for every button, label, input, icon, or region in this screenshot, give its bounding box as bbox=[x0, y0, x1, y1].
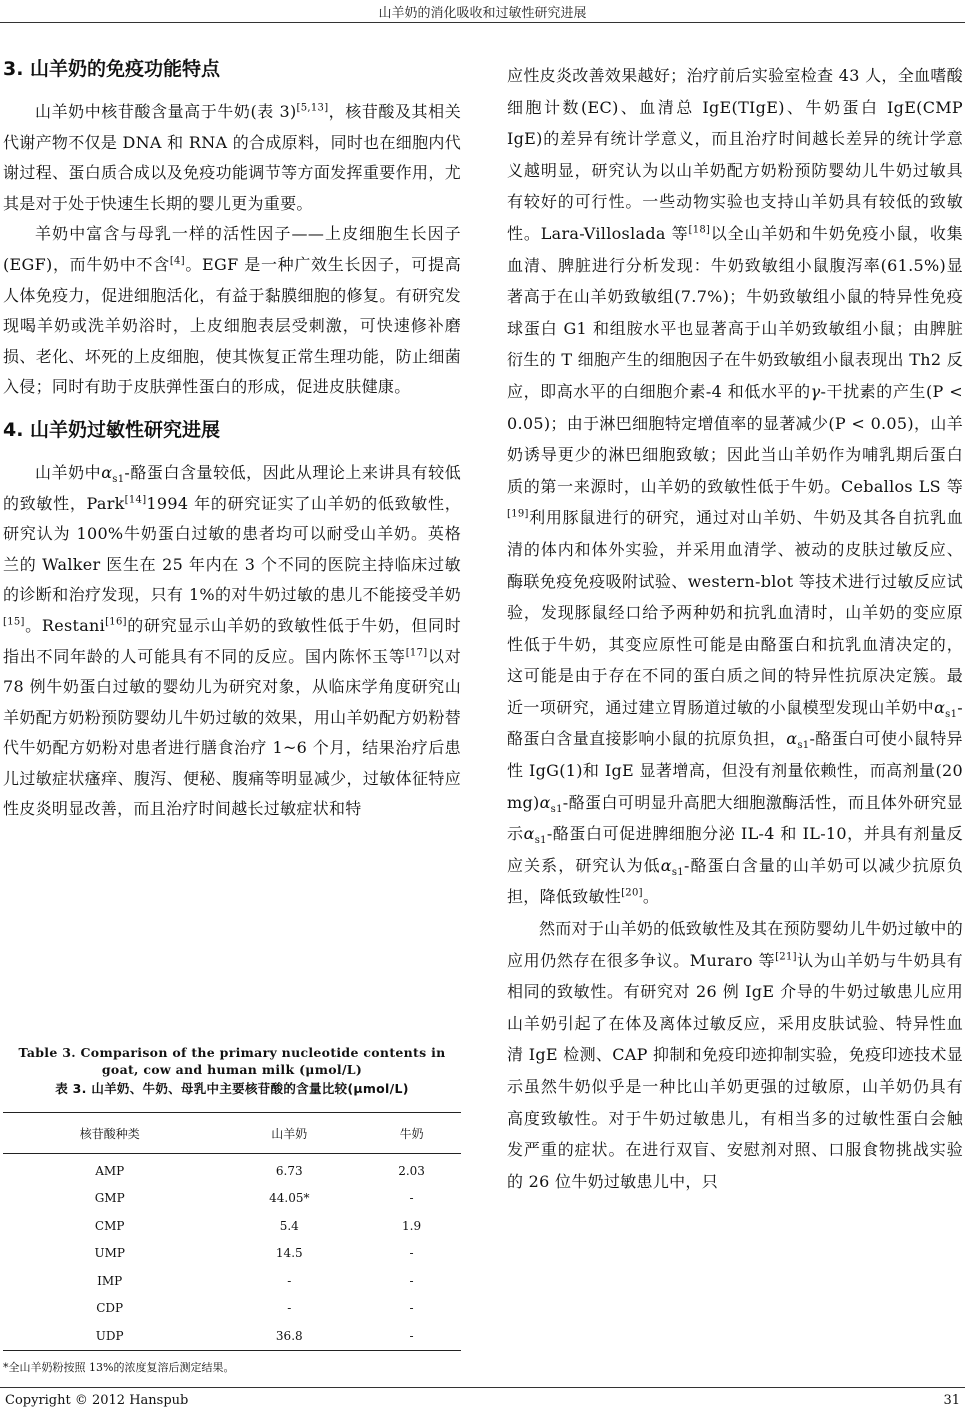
spacer bbox=[3, 403, 461, 417]
column-header: 牛奶 bbox=[399, 1126, 424, 1141]
section-3-title: 3. 山羊奶的免疫功能特点 bbox=[3, 58, 221, 80]
footer-rule bbox=[0, 1387, 965, 1388]
table-caption-zh: 表 3. 山羊奶、牛奶、母乳中主要核苷酸的含量比较(μmol/L) bbox=[55, 1081, 409, 1096]
running-head: 山羊奶的消化吸收和过敏性研究进展 bbox=[378, 6, 587, 21]
section-4-paragraph-1: 山羊奶中$\alpha_{s1}-$酪蛋白含量较低，因此从理论上来讲具有较低的致敏性，Park[14]1994 年的研究证实了山羊奶的低致敏性，研究认为 100%牛奶蛋白过敏的患者均可以耐受山羊奶。英格兰的 Walker 医生在 25 年内在 3 个不同的医院主持临床过敏的诊断和治疗发现，只有 1%的对牛奶过敏的患儿不能接受羊奶[15]。Restani[16]的研究显示山羊奶的致敏性低于牛奶，但同时指出不同年龄的人可能具有不同的反应。国内陈怀玉等[17]以对 78 例牛奶蛋白过敏的婴幼儿为研究对象，从临床学角度研究山羊奶配方奶粉预防婴幼儿牛奶过敏的效果，用山羊奶配方奶粉替代牛奶配方奶粉对患者进行膳食治疗 1~6 个月，结果治疗后患儿过敏症状瘙痒、腹泻、便秘、腹痛等明显减少，过敏体征特应性皮炎明显改善，而且治疗时间越长过敏症状和特 bbox=[3, 462, 461, 819]
right-column bbox=[507, 60, 963, 1197]
right-paragraph-2: 然而对于山羊奶的低致敏性及其在预防婴幼儿牛奶过敏中的应用仍然存在很多争议。Muraro 等[21]认为山羊奶与牛奶具有相同的致敏性。有研究对 26 例 IgE 介导的牛奶过敏患儿应用山羊奶引起了在体及离体过敏反应，采用皮肤试验、特异性血清 IgE 检测、CAP 抑制和免疫印迹抑制实验，免疫印迹技术显示虽然牛奶似乎是一种比山羊奶更强的过敏原，山羊奶仍具有高度致敏性。对于牛奶过敏患儿，有相当多的过敏性蛋白会触发严重的症状。在进行双盲、安慰剂对照、口服食物挑战实验的 26 位牛奶过敏患儿中，只 bbox=[507, 919, 963, 1191]
table-3-block bbox=[3, 1044, 461, 1375]
table-row: UMP 14.5 - bbox=[94, 1246, 414, 1261]
column-header: 核苷酸种类 bbox=[79, 1126, 140, 1141]
citation: [20] bbox=[621, 888, 643, 900]
table-header-row bbox=[3, 1113, 461, 1154]
citation: [17] bbox=[405, 647, 428, 659]
left-column bbox=[3, 56, 461, 825]
table-row: IMP - - bbox=[97, 1273, 414, 1288]
copyright: Copyright © 2012 Hanspub bbox=[5, 1393, 189, 1408]
table-row: CMP 5.4 1.9 bbox=[94, 1218, 422, 1233]
citation: [14] bbox=[124, 494, 147, 506]
citation: [19] bbox=[507, 508, 529, 520]
page-number: 31 bbox=[943, 1393, 960, 1408]
table-caption-en: Table 3. Comparison of the primary nucleotide contents in goat, cow and human milk (μmol/L) bbox=[18, 1045, 446, 1077]
table-row: UDP 36.8 - bbox=[3, 1322, 461, 1350]
table-row: CDP - - bbox=[96, 1301, 414, 1316]
table-row: AMP 6.73 2.03 bbox=[95, 1163, 425, 1178]
right-paragraph-1: 应性皮炎改善效果越好；治疗前后实验室检查 43 人，全血嗜酸细胞计数(EC)、血清总 IgE(TIgE)、牛奶蛋白 IgE(CMP IgE)的差异有统计学意义，而且治疗时间越长差异的统计学意义越明显，研究认为以山羊奶配方奶粉预防婴幼儿牛奶过敏具有较好的可行性。一些动物实验也支持山羊奶具有较低的致敏性。Lara-Villoslada 等[18]以全山羊奶和牛奶免疫小鼠，收集血清、脾脏进行分析发现：牛奶致敏组小鼠腹泻率(61.5%)显著高于在山羊奶致敏组(7.7%)；牛奶致敏组小鼠的特异性免疫球蛋白 G1 和组胺水平也显著高于山羊奶致敏组小鼠；由脾脏衍生的 T 细胞产生的细胞因子在牛奶致敏组小鼠表现出 Th2 反应，即高水平的白细胞介素-4 和低水平的γ-干扰素的产生(P < 0.05)；由于淋巴细胞特定增值率的显著减少(P < 0.05)，山羊奶诱导更少的淋巴细胞致敏；因此当山羊奶作为哺乳期后蛋白质的第一来源时，山羊奶的致敏性低于牛奶。Ceballos LS 等[19]利用豚鼠进行的研究，通过对山羊奶、牛奶及其各自抗乳血清的体内和体外实验，并采用血清学、被动的皮肤过敏反应、酶联免疫免疫吸附试验、western-blot 等技术进行过敏反应试验，发现豚鼠经口给予两种奶和抗乳血清时，山羊奶的变应原性低于牛奶，其变应原性可能是由酪蛋白和抗乳血清决定的，这可能是由于存在不同的蛋白质之间的特异性抗原决定簇。最近一项研究，通过建立胃肠道过敏的小鼠模型发现山羊奶中$\alpha_{s1}-$酪蛋白含量直接影响小鼠的抗原负担，$\alpha_{s1}-$酪蛋白可使小鼠特异性 IgG(1)和 IgE 显著增高，但没有剂量依赖性，而高剂量(20 $mg)\alpha_{s1}-$酪蛋白可明显升高肥大细胞激酶活性，而且体外研究显示$\alpha_{s1}-$酪蛋白可促进脾细胞分泌 IL-4 和 IL-10，并具有剂量反应关系，研究认为低$\alpha_{s1}-$酪蛋白含量的山羊奶可以减少抗原负担，降低致敏性[20]。 bbox=[507, 66, 963, 907]
header-rule bbox=[0, 22, 965, 23]
column-header: 山羊奶 bbox=[271, 1126, 308, 1141]
citation: [15] bbox=[3, 616, 25, 628]
section-3-paragraph-1: 山羊奶中核苷酸含量高于牛奶(表 3)[5,13]，核苷酸及其相关代谢产物不仅是 DNA 和 RNA 的合成原料，同时也在细胞内代谢过程、蛋白质合成以及免疫功能调节等方面发挥重要作用，尤其是对于处于快速生长期的婴儿更为重要。 bbox=[3, 102, 461, 213]
section-4-title: 4. 山羊奶过敏性研究进展 bbox=[3, 418, 221, 441]
citation: [5,13] bbox=[296, 102, 329, 114]
section-3-paragraph-2: 羊奶中富含与母乳一样的活性因子——上皮细胞生长因子(EGF)，而牛奶中不含[4]。EGF 是一种广效生长因子，可提高人体免疫力，促进细胞活化，有益于黏膜细胞的修复。有研究发现喝羊奶或洗羊奶浴时，上皮细胞表层受刺激，可快速修补磨损、老化、坏死的上皮细胞，使其恢复正常生理功能，防止细菌入侵；同时有助于皮肤弹性蛋白的形成，促进皮肤健康。 bbox=[3, 224, 461, 397]
citation: [4] bbox=[169, 255, 185, 267]
nucleotide-table bbox=[3, 1112, 461, 1351]
table-row: GMP 44.05* - bbox=[94, 1191, 414, 1206]
citation: [18] bbox=[688, 224, 711, 236]
citation: [21] bbox=[775, 951, 797, 963]
table-footnote: *全山羊奶粉按照 13%的浓度复溶后测定结果。 bbox=[3, 1360, 235, 1374]
citation: [16] bbox=[105, 616, 127, 628]
